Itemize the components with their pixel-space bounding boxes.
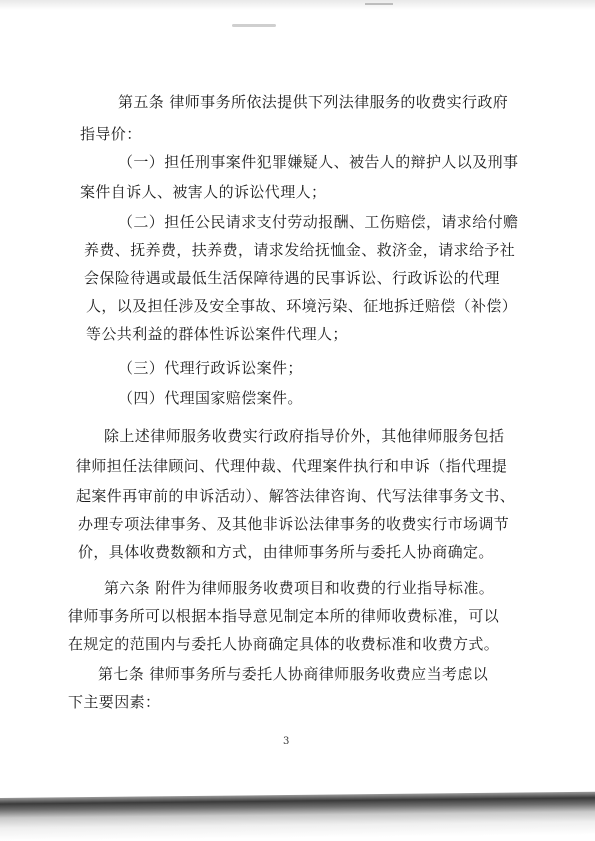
- scan-bottom-edge: [0, 792, 595, 841]
- article-6-heading-line: 第六条 附件为律师服务收费项目和收费的行业指导标准。: [104, 579, 495, 597]
- article-5-heading-line: 第五条 律师事务所依法提供下列法律服务的收费实行政府: [118, 93, 509, 111]
- page-number: 3: [283, 736, 290, 747]
- item-4-line: （四）代理国家赔偿案件。: [118, 389, 303, 407]
- item-2-line: （二）担任公民请求支付劳动报酬、工伤赔偿，请求给付赡: [118, 213, 519, 231]
- item-3-line: （三）代理行政诉讼案件；: [118, 359, 303, 377]
- text-line: 养费、抚养费，扶养费，请求发给抚恤金、救济金，请求给予社: [84, 241, 516, 259]
- text-line: 等公共利益的群体性诉讼案件代理人；: [86, 325, 348, 343]
- item-1-line: （一）担任刑事案件犯罪嫌疑人、被告人的辩护人以及刑事: [118, 153, 519, 171]
- text-line: 指导价：: [80, 125, 142, 143]
- text-line: 办理专项法律事务、及其他非诉讼法律事务的收费实行市场调节: [78, 515, 510, 533]
- text-line: 人，以及担任涉及安全事故、环境污染、征地拆迁赔偿（补偿）: [86, 297, 518, 315]
- text-line: 案件自诉人、被害人的诉讼代理人；: [80, 183, 327, 201]
- text-line: 起案件再审前的申诉活动）、解答法律咨询、代写法律事务文书、: [76, 487, 516, 505]
- text-line: 律师担任法律顾问、代理仲裁、代理案件执行和申诉（指代理提: [76, 457, 508, 475]
- text-line: 价，具体收费数额和方式，由律师事务所与委托人协商确定。: [78, 543, 494, 561]
- text-line: 律师事务所可以根据本指导意见制定本所的律师收费标准，可以: [68, 607, 500, 625]
- text-line: 下主要因素：: [68, 693, 161, 711]
- paragraph-line: 除上述律师服务收费实行政府指导价外，其他律师服务包括: [104, 427, 505, 445]
- text-line: 会保险待遇或最低生活保障待遇的民事诉讼、行政诉讼的代理: [84, 269, 500, 287]
- text-line: 在规定的范围内与委托人协商确定具体的收费标准和收费方式。: [68, 635, 500, 653]
- article-7-heading-line: 第七条 律师事务所与委托人协商律师服务收费应当考虑以: [98, 665, 489, 683]
